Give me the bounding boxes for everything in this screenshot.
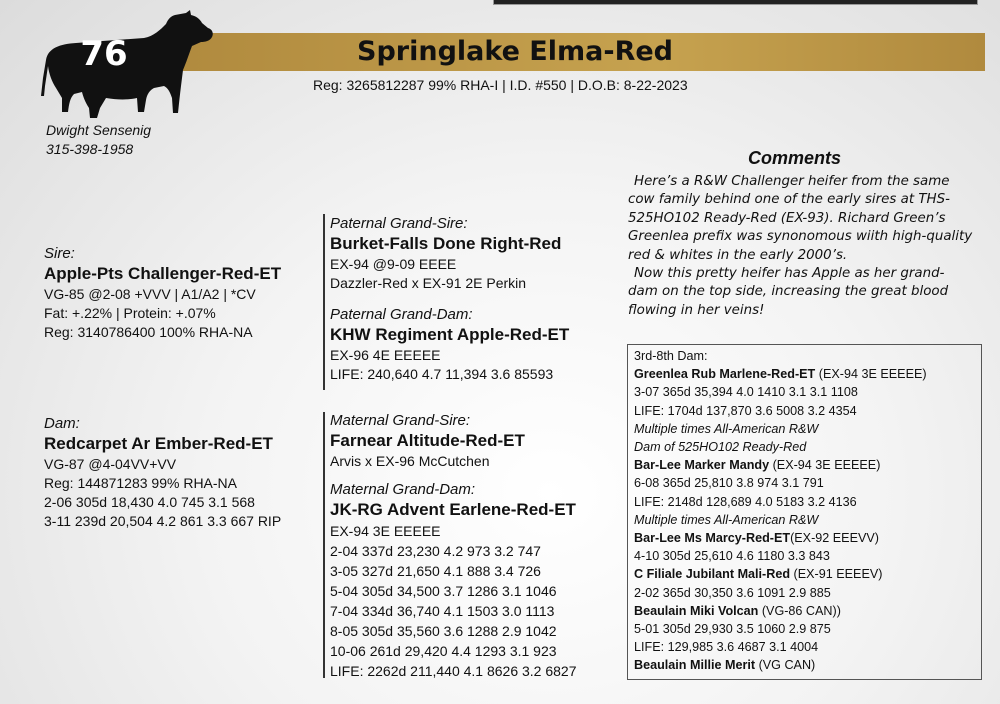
owner-phone: 315-398-1958 — [46, 141, 134, 157]
dam-block — [44, 414, 281, 531]
maternal-grand-dam-line: LIFE: 2262d 211,440 4.1 8626 3.2 6827 — [330, 663, 577, 679]
dam-entry-name: Greenlea Rub Marlene-Red-ET — [634, 367, 816, 382]
paternal-grand-dam-name: KHW Regiment Apple-Red-ET — [330, 325, 570, 344]
dam-entry-class: (EX-91 EEEEV) — [793, 567, 883, 582]
pedigree-box-content — [634, 347, 979, 675]
dam-entry — [634, 656, 979, 674]
owner-name: Dwight Sensenig — [46, 122, 152, 138]
dam-entry-class: (VG CAN) — [758, 658, 816, 673]
dam-entry-name: Bar-Lee Marker Mandy — [634, 458, 770, 473]
dam-entry-note: Multiple times All-American R&W — [634, 512, 819, 527]
dam-label: Dam: — [44, 415, 80, 432]
dam-entry — [634, 456, 979, 474]
dam-entry-record: 6-08 365d 25,810 3.8 974 3.1 791 — [634, 476, 824, 491]
pedigree-box-heading: 3rd-8th Dam: — [634, 349, 708, 363]
dam-entry-record: 5-01 305d 29,930 3.5 1060 2.9 875 — [634, 622, 831, 637]
dam-line: Reg: 144871283 99% RHA-NA — [44, 475, 238, 491]
top-edge-frame — [493, 0, 978, 5]
dam-entry-name: Beaulain Miki Volcan — [634, 603, 759, 618]
maternal-grand-dam-block — [330, 480, 577, 681]
dam-entry-class: (EX-92 EEEVV) — [790, 531, 879, 546]
dam-entry-note: Multiple times All-American R&W — [634, 421, 819, 436]
dam-entry — [634, 365, 979, 383]
dam-line: 2-06 305d 18,430 4.0 745 3.1 568 — [44, 494, 255, 510]
dam-entry-class: (EX-94 3E EEEEE) — [818, 367, 927, 382]
paternal-grand-sire-block — [330, 214, 561, 293]
comments-heading: Comments — [748, 148, 842, 168]
paternal-grand-dam-line: LIFE: 240,640 4.7 11,394 3.6 85593 — [330, 366, 554, 382]
dam-entry-class: (EX-94 3E EEEEE) — [772, 458, 881, 473]
animal-name-title: Springlake Elma-Red — [357, 36, 673, 67]
dam-entry-class: (VG-86 CAN)) — [761, 603, 841, 618]
maternal-grand-sire-label: Maternal Grand-Sire: — [330, 412, 471, 429]
maternal-bracket-line — [323, 412, 325, 678]
maternal-grand-dam-label: Maternal Grand-Dam: — [330, 481, 476, 498]
dam-entry-name: C Filiale Jubilant Mali-Red — [634, 567, 791, 582]
dam-entry-note: Dam of 525HO102 Ready-Red — [634, 440, 807, 455]
maternal-grand-sire-line: Arvis x EX-96 McCutchen — [330, 453, 490, 469]
paternal-grand-sire-line: EX-94 @9-09 EEEE — [330, 256, 457, 272]
dam-entry-name: Bar-Lee Ms Marcy-Red-ET — [634, 531, 791, 546]
maternal-grand-dam-line: 7-04 334d 36,740 4.1 1503 3.0 1113 — [330, 603, 555, 619]
maternal-grand-dam-line: 10-06 261d 29,420 4.4 1293 3.1 923 — [330, 643, 557, 659]
comments-paragraph: Here’s a R&W Challenger heifer from the same cow family behind one of the early sires at THS- 525HO102 Ready-Red (EX-93). Richard Green’s Greenlea prefix was synonomous wiith high-quality red & whites in the early 2000’s. — [628, 174, 973, 263]
maternal-grand-sire-name: Farnear Altitude-Red-ET — [330, 431, 525, 450]
paternal-grand-dam-label: Paternal Grand-Dam: — [330, 306, 473, 323]
dam-entry — [634, 602, 979, 620]
paternal-grand-sire-line: Dazzler-Red x EX-91 2E Perkin — [330, 275, 527, 291]
sire-name: Apple-Pts Challenger-Red-ET — [44, 264, 282, 283]
sire-line: Fat: +.22% | Protein: +.07% — [44, 305, 216, 321]
dam-entry-record: 2-02 365d 30,350 3.6 1091 2.9 885 — [634, 585, 831, 600]
paternal-grand-dam-block — [330, 305, 569, 384]
dam-entry-record: LIFE: 129,985 3.6 4687 3.1 4004 — [634, 640, 819, 655]
dam-line: 3-11 239d 20,504 4.2 861 3.3 667 RIP — [44, 513, 282, 529]
comments-text — [628, 173, 973, 320]
maternal-grand-sire-block — [330, 411, 525, 471]
owner-contact — [46, 121, 151, 159]
paternal-grand-sire-label: Paternal Grand-Sire: — [330, 215, 468, 232]
dam-entry-record: 4-10 305d 25,610 4.6 1180 3.3 843 — [634, 549, 830, 564]
sire-block — [44, 244, 281, 342]
dam-name: Redcarpet Ar Ember-Red-ET — [44, 434, 273, 453]
maternal-grand-dam-line: 2-04 337d 23,230 4.2 973 3.2 747 — [330, 543, 541, 559]
maternal-grand-dam-line: 3-05 327d 21,650 4.1 888 3.4 726 — [330, 563, 541, 579]
maternal-grand-dam-line: 5-04 305d 34,500 3.7 1286 3.1 1046 — [330, 583, 557, 599]
sire-line: Reg: 3140786400 100% RHA-NA — [44, 324, 253, 340]
dam-entry — [634, 565, 979, 583]
dam-entry-name: Beaulain Millie Merit — [634, 658, 756, 673]
maternal-grand-dam-line: EX-94 3E EEEEE — [330, 523, 441, 539]
registration-line: Reg: 3265812287 99% RHA-I | I.D. #550 | D.O.B: 8-22-2023 — [313, 77, 688, 93]
paternal-grand-dam-line: EX-96 4E EEEEE — [330, 347, 441, 363]
maternal-grand-dam-line: 8-05 305d 35,560 3.6 1288 2.9 1042 — [330, 623, 557, 639]
dam-entry — [634, 529, 979, 547]
paternal-bracket-line — [323, 214, 325, 390]
lot-number: 76 — [80, 34, 128, 74]
dam-entry-record: 3-07 365d 35,394 4.0 1410 3.1 3.1 1108 — [634, 385, 858, 400]
dam-entry-record: LIFE: 1704d 137,870 3.6 5008 3.2 4354 — [634, 403, 857, 418]
sire-label: Sire: — [44, 245, 75, 262]
maternal-grand-dam-name: JK-RG Advent Earlene-Red-ET — [330, 500, 576, 519]
comments-paragraph: Now this pretty heifer has Apple as her grand-dam on the top side, increasing the great blood flowing in her veins! — [628, 266, 949, 318]
sire-line: VG-85 @2-08 +VVV | A1/A2 | *CV — [44, 286, 256, 302]
paternal-grand-sire-name: Burket-Falls Done Right-Red — [330, 234, 562, 253]
dam-line: VG-87 @4-04VV+VV — [44, 456, 177, 472]
dam-entry-record: LIFE: 2148d 128,689 4.0 5183 3.2 4136 — [634, 494, 857, 509]
